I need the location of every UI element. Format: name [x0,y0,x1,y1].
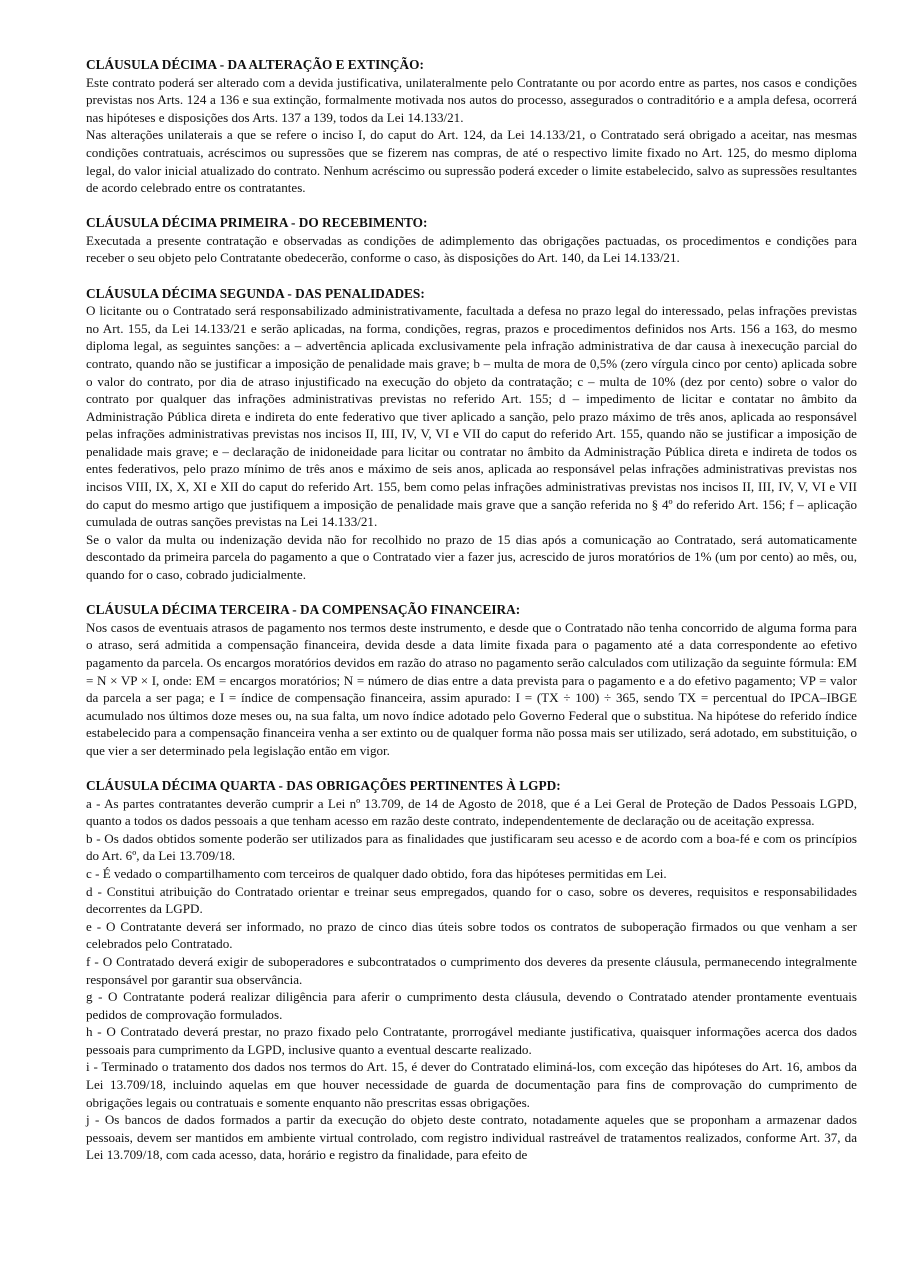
clause-paragraph: Se o valor da multa ou indenização devida não for recolhido no prazo de 15 dias após a comunicação ao Contratado, será automaticamente descontado da primeira parcela do pagamento a que o Contratado vier a fazer jus, acrescido de juros moratórios de 1% (um por cento) ao mês, ou, quando for o caso, cobrado judicialmente. [86,531,857,583]
clause-paragraph: Executada a presente contratação e observadas as condições de adimplemento das obrigações pactuadas, os procedimentos e condições para receber o seu objeto pelo Contratante obedecerão, conforme o caso, às disposições do Art. 140, da Lei 14.133/21. [86,232,857,266]
clause-title: CLÁUSULA DÉCIMA PRIMEIRA - DO RECEBIMENTO: [86,215,428,231]
clause-paragraph: Este contrato poderá ser alterado com a devida justificativa, unilateralmente pelo Contratante ou por acordo entre as partes, nos casos e condições previstas nos Arts. 124 a 136 e sua extinção, formalmente motivada nos autos do processo, assegurados o contraditório e a ampla defesa, ocorrerá nas hipóteses e disposições dos Arts. 137 a 139, todos da Lei 14.133/21. [86,74,857,125]
clause-penalidades [86,285,857,584]
lgpd-item-g: g - O Contratante poderá realizar diligência para aferir o cumprimento desta cláusula, devendo o Contratado atender prontamente eventuais pedidos de comprovação formulados. [86,989,857,1022]
clause-paragraph: Nas alterações unilaterais a que se refere o inciso I, do caput do Art. 124, da Lei 14.133/21, o Contratado será obrigado a aceitar, nas mesmas condições contratuais, acréscimos ou supressões que se fizerem nas compras, de até o respectivo limite fixado no Art. 125, do mesmo diploma legal, do valor inicial atualizado do contrato. Nenhum acréscimo ou supressão poderá exceder o limite estabelecido, salvo as supressões resultantes de acordo celebrado entre os contratantes. [86,127,857,196]
clause-compensacao-financeira [86,601,857,759]
lgpd-item-e: e - O Contratante deverá ser informado, no prazo de cinco dias úteis sobre todos os contratos de suboperação firmados ou que venham a ser celebrados pelo Contratado. [86,918,857,952]
document-page [86,56,857,1182]
lgpd-item-f: f - O Contratado deverá exigir de suboperadores e subcontratados o cumprimento dos deveres da presente cláusula, permanecendo integralmente responsável por garantir sua observância. [86,953,857,987]
lgpd-item-d: d - Constitui atribuição do Contratado orientar e treinar seus empregados, quando for o caso, sobre os deveres, requisitos e responsabilidades decorrentes da LGPD. [86,883,857,917]
clause-title: CLÁUSULA DÉCIMA TERCEIRA - DA COMPENSAÇÃO FINANCEIRA: [86,602,521,618]
lgpd-item-c: c - É vedado o compartilhamento com terceiros de qualquer dado obtido, fora das hipóteses permitidas em Lei. [86,865,667,881]
clause-title: CLÁUSULA DÉCIMA SEGUNDA - DAS PENALIDADES: [86,285,425,301]
lgpd-item-a: a - As partes contratantes deverão cumprir a Lei nº 13.709, de 14 de Agosto de 2018, que é a Lei Geral de Proteção de Dados Pessoais LGPD, quanto a todos os dados pessoais a que tenham acesso em razão deste contrato, independentemente de declaração ou de aceitação expressa. [86,795,857,829]
lgpd-item-b: b - Os dados obtidos somente poderão ser utilizados para as finalidades que justificaram seu acesso e de acordo com a boa-fé e com os princípios do Art. 6º, da Lei 13.709/18. [86,830,857,864]
clause-paragraph: Nos casos de eventuais atrasos de pagamento nos termos deste instrumento, e desde que o Contratado não tenha concorrido de alguma forma para o atraso, será admitida a compensação financeira, devida desde a data limite fixada para o pagamento até a data correspondente ao efetivo pagamento da parcela. Os encargos moratórios devidos em razão do atraso no pagamento serão calculados com utilização da seguinte fórmula: EM = N × VP × I, onde: EM = encargos moratórios; N = número de dias entre a data prevista para o pagamento e a do efetivo pagamento; VP = valor da parcela a ser paga; e I = índice de compensação financeira, assim apurado: I = (TX ÷ 100) ÷ 365, sendo TX = percentual do IPCA–IBGE acumulado nos últimos doze meses ou, na sua falta, um novo índice adotado pelo Governo Federal que o substitua. Na hipótese do referido índice estabelecido para a compensação financeira venha a ser extinto ou de qualquer forma não possa mais ser utilizado, será adotado, em substituição, o que vier a ser determinado pela legislação então em vigor. [86,619,857,758]
lgpd-item-j: j - Os bancos de dados formados a partir da execução do objeto deste contrato, notadamente aqueles que se proponham a armazenar dados pessoais, devem ser mantidos em ambiente virtual controlado, com registro individual rastreável de tratamentos realizados, conforme Art. 37, da Lei 13.709/18, com cada acesso, data, horário e registro da finalidade, para efeito de [86,1112,857,1163]
clause-title: CLÁUSULA DÉCIMA QUARTA - DAS OBRIGAÇÕES PERTINENTES À LGPD: [86,777,561,793]
clause-title: CLÁUSULA DÉCIMA - DA ALTERAÇÃO E EXTINÇÃO: [86,57,424,72]
clause-lgpd [86,777,857,1164]
lgpd-item-h: h - O Contratado deverá prestar, no prazo fixado pelo Contratante, prorrogável mediante justificativa, quaisquer informações acerca dos dados pessoais para cumprimento da LGPD, inclusive quanto a eventual descarte realizado. [86,1024,857,1057]
clause-alteracao-extincao [86,56,857,197]
clause-recebimento [86,214,857,267]
clause-paragraph: O licitante ou o Contratado será responsabilizado administrativamente, facultada a defesa no prazo legal do interessado, pelas infrações previstas no Art. 155, da Lei 14.133/21 e serão aplicadas, na forma, condições, regras, prazos e procedimentos definidos nos Arts. 156 a 163, do mesmo diploma legal, as seguintes sanções: a – advertência aplicada exclusivamente pela infração administrativa de dar causa à inexecução parcial do contrato, quando não se justificar a imposição de penalidade mais grave; b – multa de mora de 0,5% (zero vírgula cinco por cento) aplicada sobre o valor do contrato, por dia de atraso injustificado na execução do objeto da contratação; c – multa de 10% (dez por cento) sobre o valor do contrato por qualquer das infrações administrativas previstas no referido Art. 155; d – impedimento de licitar e contatar no âmbito da Administração Pública direta e indireta do ente federativo que tiver aplicado a sanção, pelo prazo máximo de três anos, aplicada ao responsável pelas infrações administrativas previstas nos incisos II, III, IV, V, VI e VII do caput do referido Art. 155, quando não se justificar a imposição de penalidade mais grave; e – declaração de inidoneidade para licitar ou contratar no âmbito da Administração Pública direta e indireta de todos os entes federativos, pelo prazo mínimo de três anos e máximo de seis anos, aplicada ao responsável pelas infrações administrativas previstas nos incisos VIII, IX, X, XI e XII do caput do referido Art. 155, bem como pelas infrações administrativas previstas nos incisos II, III, IV, V, VI e VII do caput do mesmo artigo que justifiquem a imposição de penalidade mais grave que a sanção referida no § 4º do referido Art. 156; f – aplicação cumulada de outras sanções previstas na Lei 14.133/21. [86,303,857,530]
lgpd-item-i: i - Terminado o tratamento dos dados nos termos do Art. 15, é dever do Contratado eliminá-los, com exceção das hipóteses do Art. 16, ambos da Lei 13.709/18, incluindo aquelas em que houver necessidade de guarda de documentação para fins de comprovação do cumprimento de obrigações legais ou contratuais e somente enquanto não prescritas essas obrigações. [86,1059,857,1110]
